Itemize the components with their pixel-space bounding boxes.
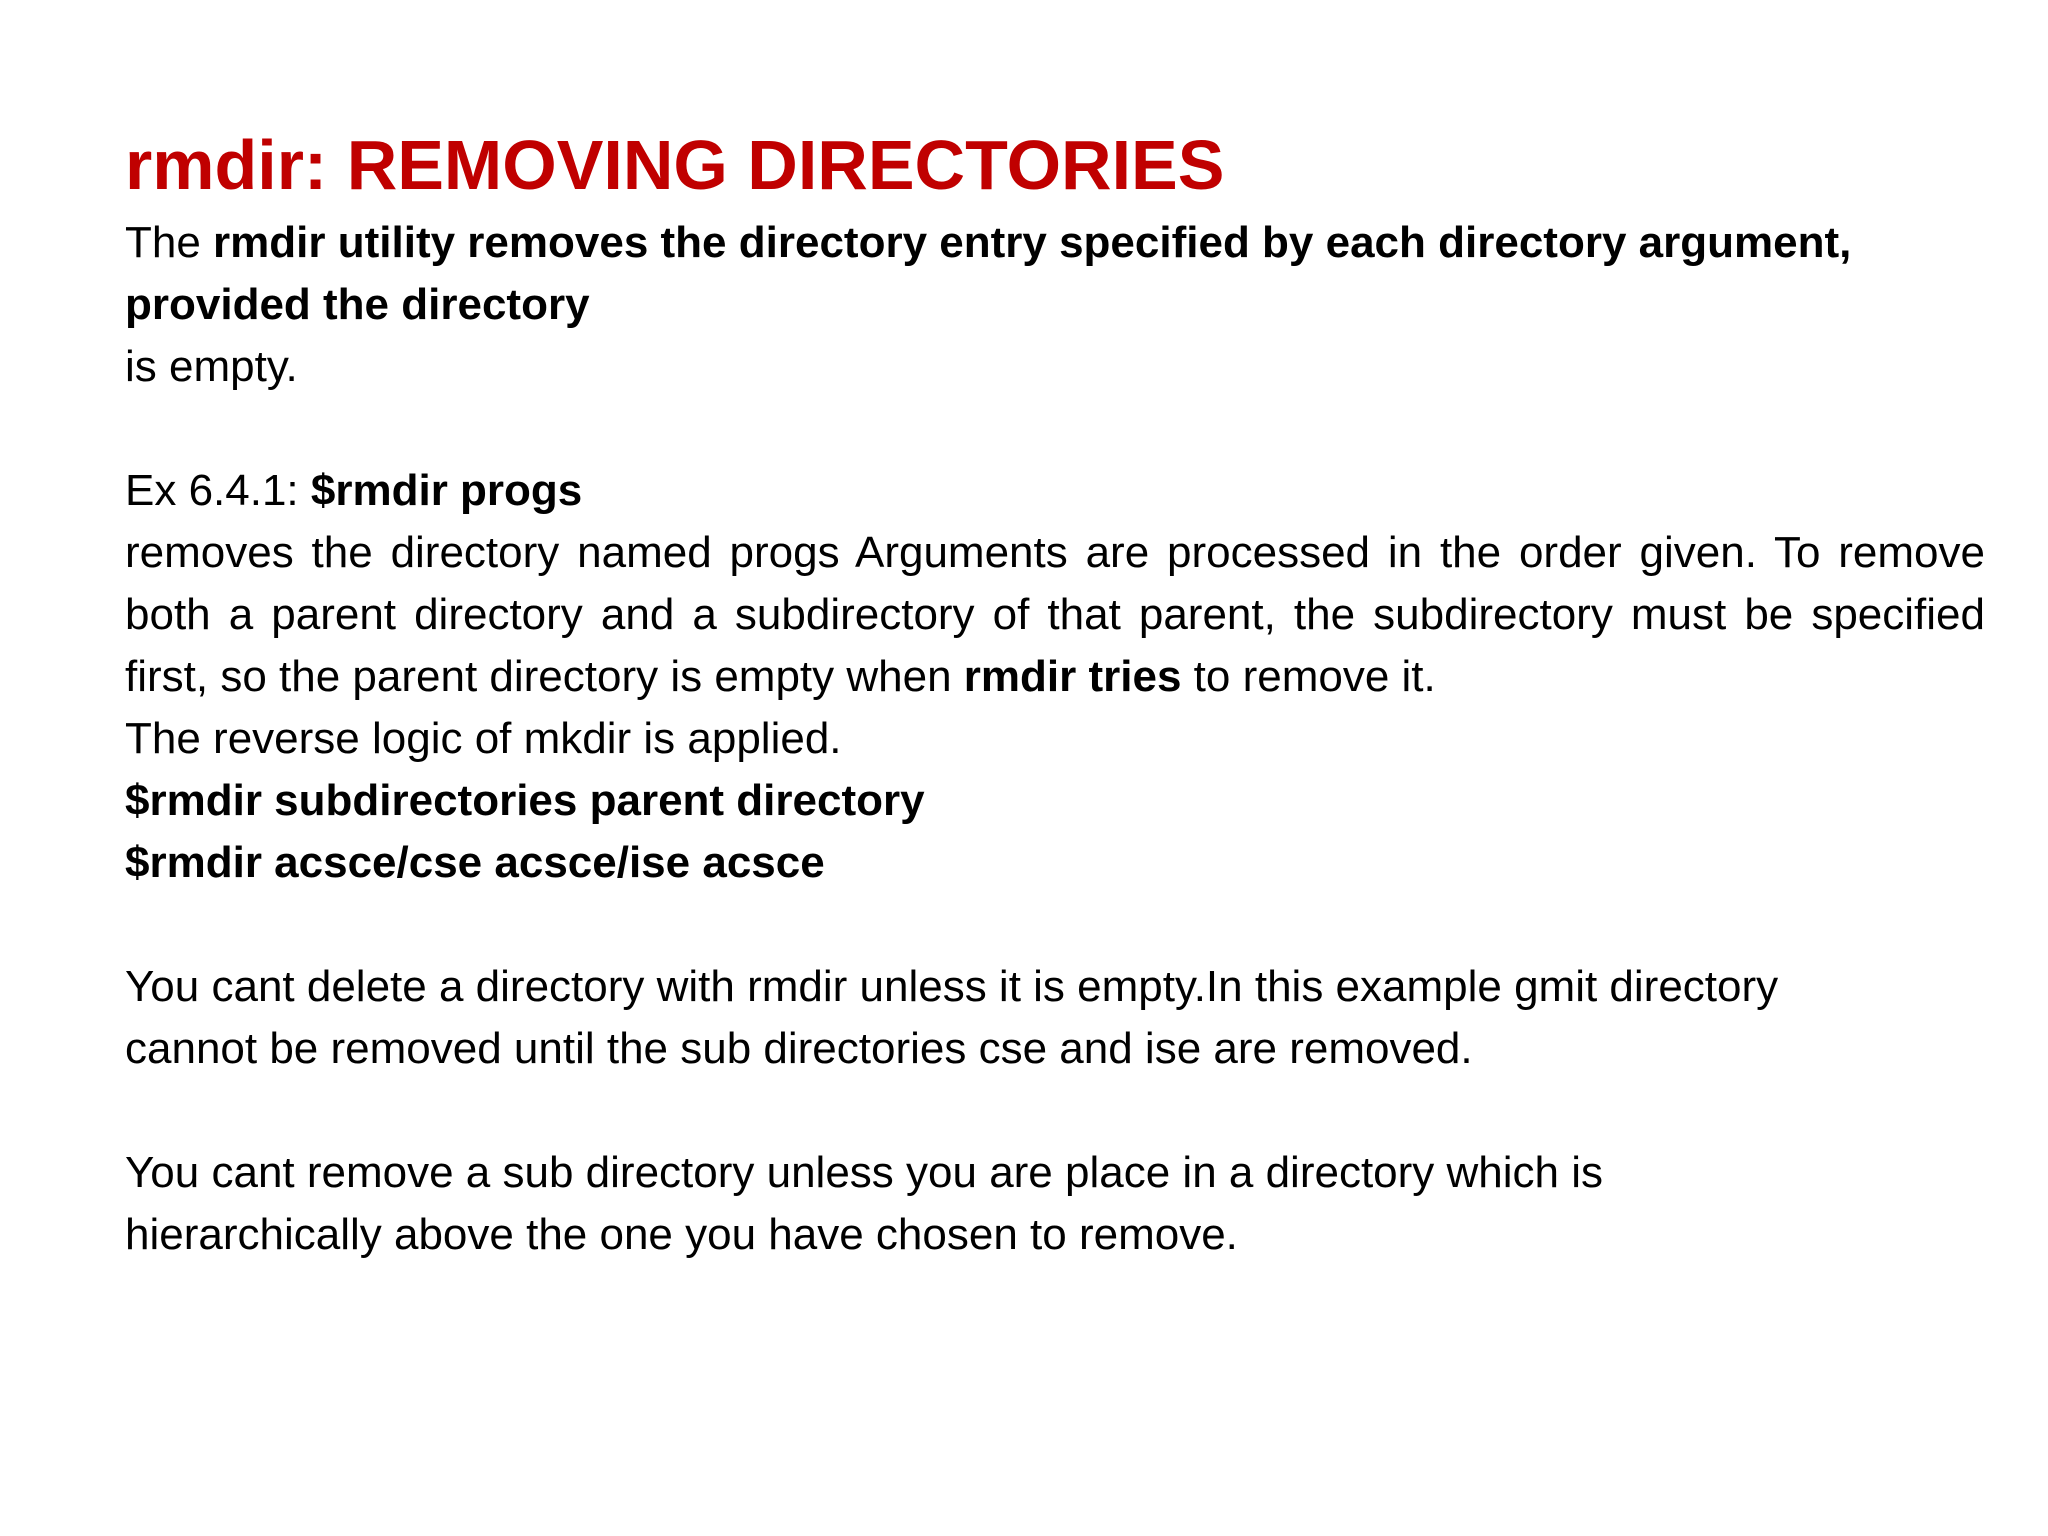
slide-content — [125, 118, 1985, 1266]
reverse-logic-line: The reverse logic of mkdir is applied. — [125, 714, 842, 763]
explanation-text-2: to remove it. — [1181, 652, 1436, 701]
slide-title: rmdir: REMOVING DIRECTORIES — [125, 126, 1225, 204]
command-2: $rmdir acsce/cse acsce/ise acsce — [125, 838, 825, 887]
example-line — [125, 460, 1985, 522]
note1-line-2: cannot be removed until the sub directories cse and ise are removed. — [125, 1024, 1473, 1073]
spacer — [125, 894, 1985, 956]
command-line-1 — [125, 770, 1985, 832]
explanation-bold: rmdir tries — [963, 652, 1182, 701]
spacer — [125, 398, 1985, 460]
note2-line-2: hierarchically above the one you have chosen to remove. — [125, 1210, 1238, 1259]
example-label: Ex 6.4.1: — [125, 466, 311, 515]
intro-line-1 — [125, 212, 1985, 274]
intro-bold-1: rmdir utility removes the directory entry specified by each directory argument, — [213, 218, 1852, 267]
command-line-2 — [125, 832, 1985, 894]
intro-line-3: is empty. — [125, 342, 298, 391]
intro-line-2 — [125, 274, 1985, 336]
intro-bold-2: provided the directory — [125, 280, 590, 329]
explanation-text-1: removes the directory named progs Arguments are processed in the order given. To remove both a parent directory and a subdirectory of that parent, the subdirectory must be specified first, so the parent directory is empty when — [125, 528, 1985, 701]
note1-line-1: You cant delete a directory with rmdir unless it is empty.In this example gmit directory — [125, 962, 1779, 1011]
slide-body — [125, 212, 1985, 1266]
spacer — [125, 1080, 1985, 1142]
explanation-paragraph — [125, 522, 1985, 708]
command-1: $rmdir subdirectories parent directory — [125, 776, 925, 825]
intro-prefix: The — [125, 218, 214, 267]
example-command: $rmdir progs — [310, 466, 583, 515]
note2-line-1: You cant remove a sub directory unless you are place in a directory which is — [125, 1148, 1604, 1197]
